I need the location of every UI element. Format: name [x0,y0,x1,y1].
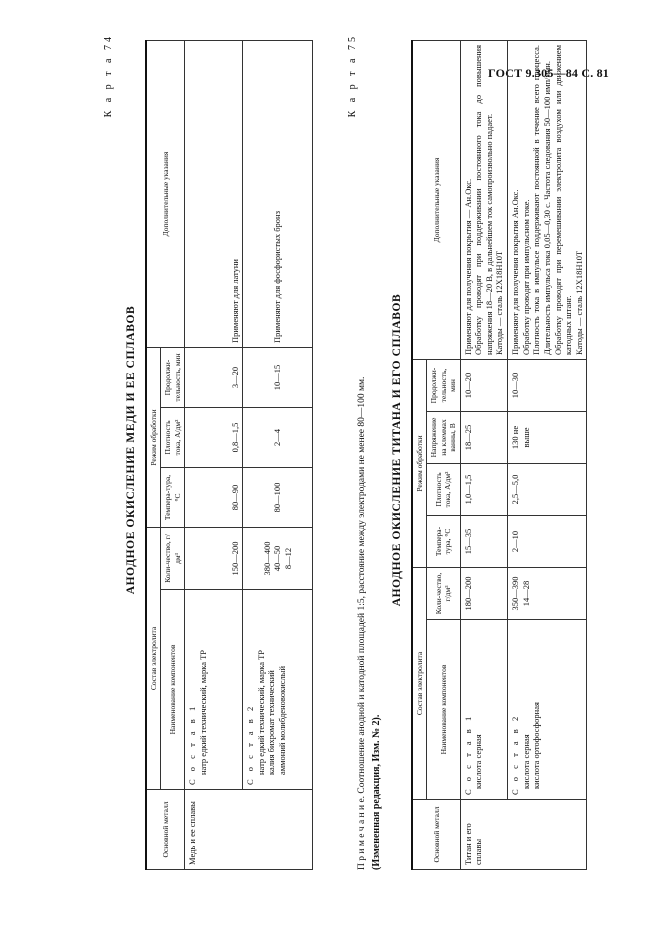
rotated-page-content [95,30,655,870]
notes-cell: Применяют для латуни [185,41,243,348]
card-74-table [145,40,313,870]
current-density-cell: 2—4 [243,408,313,468]
components: кислота серная кислота ортофосфорная [520,702,542,789]
voltage-cell: 130 не выше [508,412,587,464]
col-electrolyte: Состав электролита [412,568,427,800]
duration-cell: 10—30 [508,360,587,412]
col-temperature: Темпера-тура, °С [427,516,460,568]
components: кислота серная [473,734,484,789]
notes-cell: Применяют для получения покрытия Ан.Окс. Обработку проводят при импульсном токе. Плотность тока в импульсе поддерживают постоянной в течение всего процесса. Длительность импульса тока 0,05—0,30 с. Частота следования 50—100 имп/мин. Обработку проводят при перемешивании электролита воздухом или движением катодных штанг. Катоды — сталь 12Х18Н10Т [508,41,587,360]
col-base-metal: Основной металл [412,800,460,870]
table-row-1-components [460,620,508,800]
current-density-cell: 1,0—1,5 [460,464,508,516]
card-74-label: К а р т а 74 [103,34,114,118]
quantity-cell: 350—390 14—28 [508,568,587,620]
duration-cell: 10—20 [460,360,508,412]
sostav-label: С о с т а в 1 [462,713,473,795]
col-electrolyte: Состав электролита [146,528,161,790]
components: натр едкий технический, марка ТР калия бихромат технический аммоний молибденовокислый [255,649,287,775]
temperature-cell: 80—90 [185,468,243,528]
card-74-title: АНОДНОЕ ОКИСЛЕНИЕ МЕДИ И ЕЕ СПЛАВОВ [125,305,137,595]
card-75-label: К а р т а 75 [347,34,358,118]
col-temperature: Темпера-тура, °С [161,468,185,528]
col-base-metal: Основной металл [146,790,185,870]
col-voltage: Напряжение на клеммах ванны, В [427,412,460,464]
duration-cell: 3—20 [185,348,243,408]
card-75-table [411,40,587,870]
table-row-2-components [508,620,587,800]
table-row-1-components [185,590,243,790]
col-duration: Продолжи-тельность, мин [161,348,185,408]
col-current-density: Плотность тока, А/дм² [161,408,185,468]
current-density-cell: 2,5—5,0 [508,464,587,516]
current-density-cell: 0,8—1,5 [185,408,243,468]
base-metal-cell: Титан и его сплавы [460,800,587,870]
temperature-cell: 2—10 [508,516,587,568]
sostav-label: С о с т а в 1 [187,703,198,785]
base-metal-cell: Медь и ее сплавы [185,790,313,870]
col-component-name: Наименование компонентов [427,620,460,800]
col-quantity: Коли-чество, г/дм³ [161,528,185,590]
components: натр едкий технический, марка ТР [197,649,208,775]
col-mode: Режим обработки [412,360,427,568]
col-notes: Дополнительные указания [412,41,460,360]
card-75-title: АНОДНОЕ ОКИСЛЕНИЕ ТИТАНА И ЕГО СПЛАВОВ [391,293,403,607]
col-component-name: Наименование компонентов [161,590,185,790]
col-duration: Продолжи-тельность, мин [427,360,460,412]
col-quantity: Коли-чество, г/дм³ [427,568,460,620]
running-header: ГОСТ 9.305—84 С. 81 [488,66,609,80]
quantity-cell: 380—400 40—50 8—12 [243,528,313,590]
voltage-cell: 18—25 [460,412,508,464]
col-mode: Режим обработки [146,348,161,528]
sostav-label: С о с т а в 2 [510,713,520,795]
sostav-label: С о с т а в 2 [245,703,256,785]
quantity-cell: 180—200 [460,568,508,620]
col-notes: Дополнительные указания [146,41,185,348]
card-74-note: П р и м е ч а н и е. Соотношение анодной и катодной площадей 1:5, расстояние между электродами не менее 80—100 мм. [357,376,367,870]
duration-cell: 10—15 [243,348,313,408]
card-74-revision: (Измененная редакция, Изм. № 2). [371,714,382,870]
notes-cell: Применяют для получения покрытия — Ан.Окс. Обработку проводят при поддерживании постоянного тока до повышения напряжения 18—20 В, в дальнейшем ток самопроизвольно падает. Катоды — сталь 12Х18Н10Т [460,41,508,360]
quantity-cell: 150—200 [185,528,243,590]
col-current-density: Плотность тока, А/дм² [427,464,460,516]
temperature-cell: 15—35 [460,516,508,568]
table-row-2-components [243,590,313,790]
notes-cell: Применяют для фосфористых бронз [243,41,313,348]
temperature-cell: 80—100 [243,468,313,528]
